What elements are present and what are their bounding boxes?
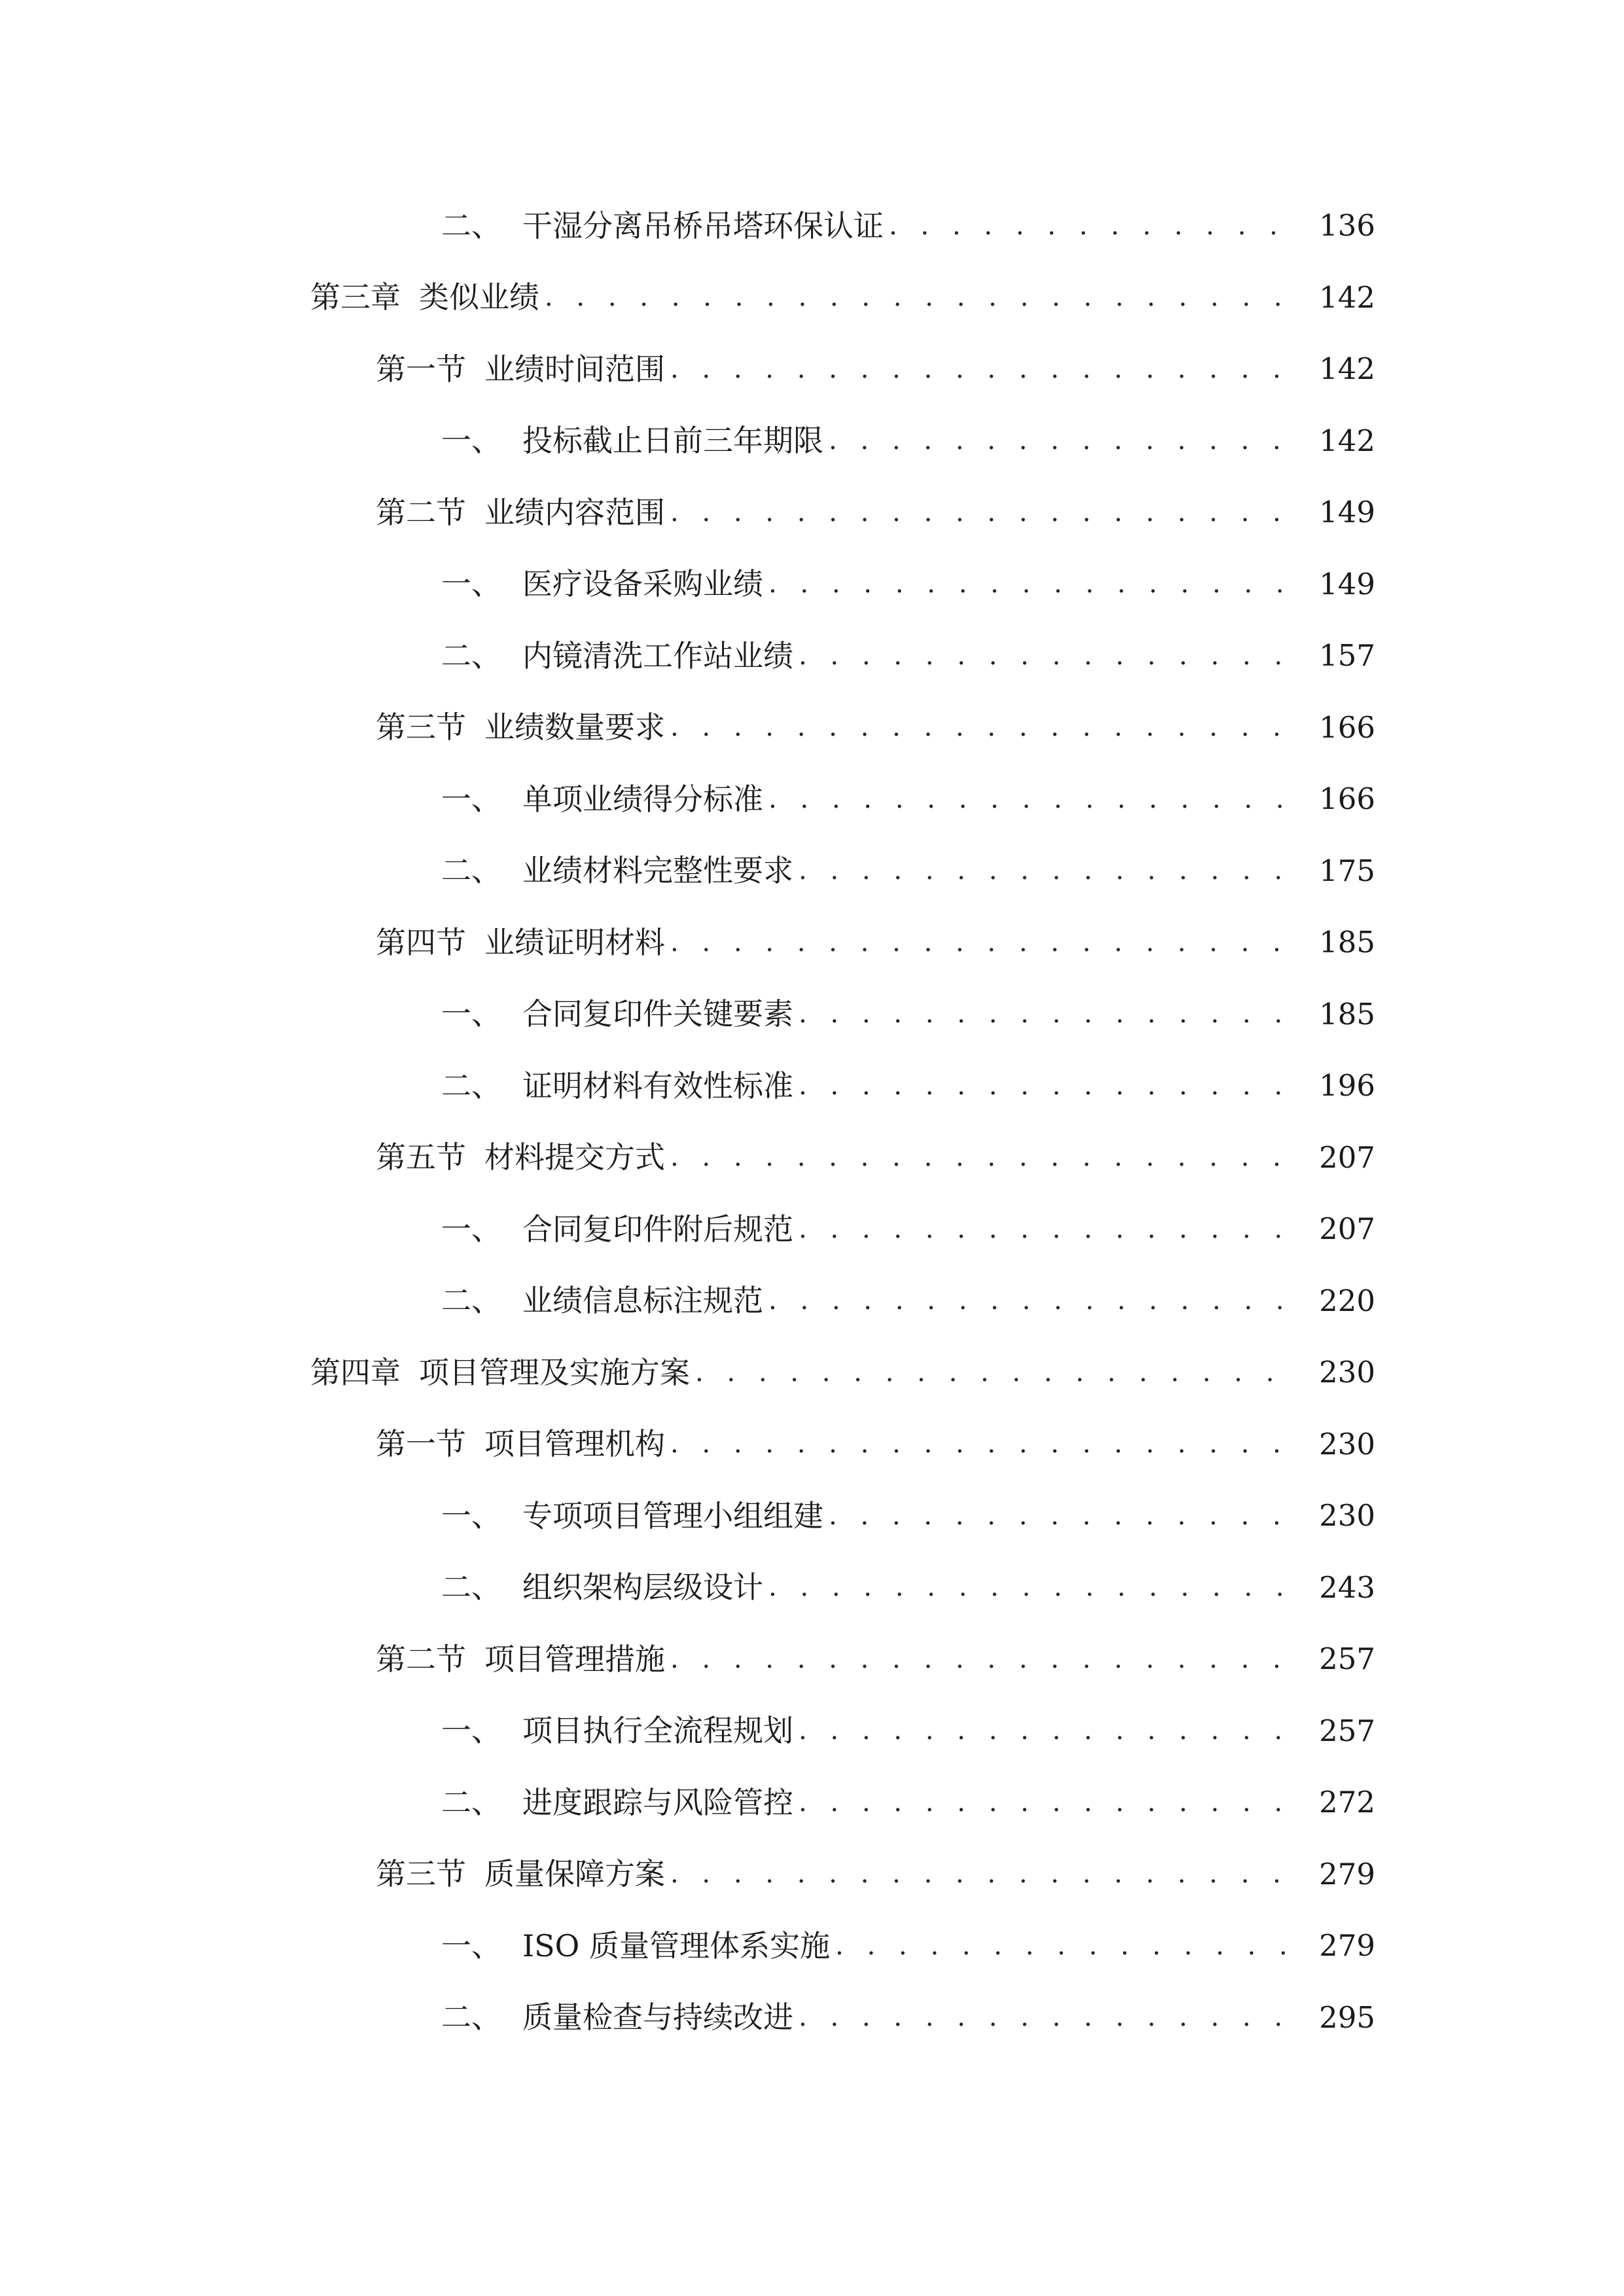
toc-entry-text xyxy=(310,262,1297,334)
toc-entry[interactable] xyxy=(0,1408,1624,1480)
toc-entry[interactable] xyxy=(0,405,1624,477)
toc-entry-title xyxy=(441,1713,799,1749)
toc-entry-label: 业绩证明材料 xyxy=(484,924,665,960)
toc-entry-text xyxy=(376,476,1297,548)
toc-entry-label: 组织架构层级设计 xyxy=(522,1570,763,1605)
toc-entry-label: 业绩数量要求 xyxy=(484,709,665,745)
toc-entry[interactable] xyxy=(0,476,1624,548)
toc-entry-number: 二、 xyxy=(441,207,501,243)
toc-entry-text xyxy=(441,1193,1297,1265)
toc-entry-title xyxy=(376,1641,670,1677)
dot-leader xyxy=(670,714,1297,740)
toc-entry-title xyxy=(441,853,799,889)
toc-page-number: 279 xyxy=(1297,1910,1375,1982)
toc-entry-text xyxy=(441,1050,1297,1122)
toc-entry-label: ISO 质量管理体系实施 xyxy=(522,1928,831,1964)
toc-entry[interactable] xyxy=(0,1480,1624,1552)
toc-entry-title xyxy=(310,279,545,315)
toc-entry-number: 二、 xyxy=(441,2000,501,2036)
dot-leader xyxy=(799,857,1297,884)
dot-leader xyxy=(670,1431,1297,1457)
toc-entry-label: 业绩信息标注规范 xyxy=(522,1283,763,1319)
toc-entry-label: 业绩内容范围 xyxy=(484,494,665,530)
toc-page-number: 272 xyxy=(1297,1767,1375,1839)
toc-entry-title xyxy=(441,1498,829,1534)
toc-entry-number: 第一节 xyxy=(376,351,466,387)
toc-entry-number: 第一节 xyxy=(376,1426,466,1462)
toc-entry[interactable] xyxy=(0,1050,1624,1122)
dot-leader xyxy=(695,1359,1297,1386)
toc-entry[interactable] xyxy=(0,906,1624,978)
toc-entry-text xyxy=(441,405,1297,477)
toc-entry-number: 二、 xyxy=(441,1067,501,1103)
toc-entry-title xyxy=(441,1928,835,1964)
toc-page-number: 149 xyxy=(1297,548,1375,620)
toc-entry[interactable] xyxy=(0,1552,1624,1624)
toc-entry[interactable] xyxy=(0,1767,1624,1839)
dot-leader xyxy=(768,571,1297,597)
toc-entry-number: 第二节 xyxy=(376,1641,466,1677)
toc-entry-label: 投标截止日前三年期限 xyxy=(522,423,823,459)
toc-entry-title xyxy=(376,1856,670,1892)
toc-page-number: 175 xyxy=(1297,835,1375,907)
toc-entry-label: 专项项目管理小组组建 xyxy=(522,1498,823,1534)
toc-page-number: 230 xyxy=(1297,1480,1375,1552)
toc-page-number: 207 xyxy=(1297,1193,1375,1265)
toc-entry-number: 一、 xyxy=(441,566,501,602)
dot-leader xyxy=(670,1144,1297,1170)
toc-page-number: 142 xyxy=(1297,405,1375,477)
toc-page-number: 136 xyxy=(1297,190,1375,262)
toc-entry-text xyxy=(376,1839,1297,1910)
toc-page-number: 230 xyxy=(1297,1336,1375,1408)
toc-entry-label: 合同复印件附后规范 xyxy=(522,1211,793,1247)
toc-entry[interactable] xyxy=(0,1695,1624,1767)
toc-entry-number: 第三节 xyxy=(376,709,466,745)
toc-entry-text xyxy=(441,1982,1297,2054)
toc-page-number: 243 xyxy=(1297,1552,1375,1624)
toc-entry[interactable] xyxy=(0,1265,1624,1337)
dot-leader xyxy=(670,929,1297,956)
toc-entry-text xyxy=(441,1695,1297,1767)
toc-entry-number: 二、 xyxy=(441,1283,501,1319)
toc-entry-number: 一、 xyxy=(441,1498,501,1534)
toc-entry-text xyxy=(441,835,1297,907)
toc-page-number: 185 xyxy=(1297,978,1375,1050)
toc-entry-number: 二、 xyxy=(441,1784,501,1820)
toc-entry[interactable] xyxy=(0,1193,1624,1265)
dot-leader xyxy=(768,1287,1297,1314)
toc-entry-number: 第二节 xyxy=(376,494,466,530)
toc-entry-title xyxy=(441,1784,799,1820)
dot-leader xyxy=(829,1503,1297,1529)
toc-entry-number: 第三节 xyxy=(376,1856,466,1892)
toc-entry-text xyxy=(441,1910,1297,1982)
toc-entry[interactable] xyxy=(0,190,1624,262)
toc-entry-text xyxy=(441,978,1297,1050)
toc-page-number: 149 xyxy=(1297,476,1375,548)
toc-entry[interactable] xyxy=(0,1623,1624,1695)
toc-entry-title xyxy=(441,207,889,243)
toc-page-number: 185 xyxy=(1297,906,1375,978)
toc-entry-text xyxy=(441,620,1297,692)
toc-entry-label: 医疗设备采购业绩 xyxy=(522,566,763,602)
toc-entry-label: 项目管理及实施方案 xyxy=(419,1354,690,1390)
toc-entry[interactable] xyxy=(0,1982,1624,2054)
toc-entry-title xyxy=(441,423,829,459)
toc-entry-text xyxy=(376,692,1297,764)
dot-leader xyxy=(799,1001,1297,1027)
toc-entry-number: 第四节 xyxy=(376,924,466,960)
toc-entry-title xyxy=(441,1570,768,1605)
toc-entry-number: 一、 xyxy=(441,1211,501,1247)
dot-leader xyxy=(799,643,1297,669)
toc-entry-title xyxy=(441,637,799,673)
toc-entry[interactable] xyxy=(0,262,1624,334)
toc-page-number: 230 xyxy=(1297,1408,1375,1480)
toc-entry-number: 一、 xyxy=(441,423,501,459)
toc-entry-title xyxy=(376,494,670,530)
toc-page-number: 295 xyxy=(1297,1982,1375,2054)
dot-leader xyxy=(799,2004,1297,2030)
toc-page-number: 207 xyxy=(1297,1122,1375,1194)
toc-entry-text xyxy=(376,1122,1297,1194)
toc-entry-number: 一、 xyxy=(441,781,501,817)
toc-page-number: 166 xyxy=(1297,763,1375,835)
toc-entry-text xyxy=(441,1480,1297,1552)
table-of-contents xyxy=(0,190,1624,2053)
toc-entry-number: 第三章 xyxy=(310,279,401,315)
toc-entry-text xyxy=(310,1336,1297,1408)
toc-entry-number: 一、 xyxy=(441,1713,501,1749)
toc-entry[interactable] xyxy=(0,548,1624,620)
toc-entry-label: 单项业绩得分标准 xyxy=(522,781,763,817)
toc-entry[interactable] xyxy=(0,763,1624,835)
dot-leader xyxy=(670,356,1297,382)
toc-entry-title xyxy=(376,351,670,387)
toc-entry-number: 第四章 xyxy=(310,1354,401,1390)
toc-page-number: 142 xyxy=(1297,333,1375,405)
toc-entry-text xyxy=(441,548,1297,620)
toc-entry-label: 类似业绩 xyxy=(419,279,539,315)
dot-leader xyxy=(799,1789,1297,1816)
dot-leader xyxy=(799,1216,1297,1242)
toc-page-number: 257 xyxy=(1297,1623,1375,1695)
toc-entry[interactable] xyxy=(0,835,1624,907)
toc-entry[interactable] xyxy=(0,620,1624,692)
dot-leader xyxy=(889,213,1297,239)
toc-entry-label: 质量保障方案 xyxy=(484,1856,665,1892)
toc-entry-label: 项目管理机构 xyxy=(484,1426,665,1462)
toc-page-number: 196 xyxy=(1297,1050,1375,1122)
toc-entry[interactable] xyxy=(0,333,1624,405)
toc-entry-number: 一、 xyxy=(441,996,501,1032)
toc-entry-title xyxy=(441,566,768,602)
toc-entry-number: 第五节 xyxy=(376,1139,466,1175)
toc-entry-text xyxy=(441,1767,1297,1839)
dot-leader xyxy=(829,427,1297,454)
toc-entry-text xyxy=(376,333,1297,405)
toc-entry-number: 二、 xyxy=(441,853,501,889)
toc-page-number: 142 xyxy=(1297,262,1375,334)
dot-leader xyxy=(768,1574,1297,1600)
toc-entry-number: 二、 xyxy=(441,637,501,673)
toc-entry-text xyxy=(441,1552,1297,1624)
dot-leader xyxy=(768,786,1297,812)
toc-entry-label: 进度跟踪与风险管控 xyxy=(522,1784,793,1820)
toc-entry[interactable] xyxy=(0,1122,1624,1194)
toc-entry-text xyxy=(441,763,1297,835)
toc-entry[interactable] xyxy=(0,1336,1624,1408)
toc-entry-label: 项目管理措施 xyxy=(484,1641,665,1677)
toc-entry-number: 一、 xyxy=(441,1928,501,1964)
toc-entry-label: 证明材料有效性标准 xyxy=(522,1067,793,1103)
toc-entry-label: 业绩时间范围 xyxy=(484,351,665,387)
toc-entry-label: 干湿分离吊桥吊塔环保认证 xyxy=(522,207,884,243)
toc-entry-title xyxy=(310,1354,695,1390)
toc-entry-title xyxy=(441,1067,799,1103)
toc-page-number: 157 xyxy=(1297,620,1375,692)
toc-entry-text xyxy=(441,190,1297,262)
toc-entry-text xyxy=(376,1408,1297,1480)
toc-entry-title xyxy=(441,996,799,1032)
toc-entry-title xyxy=(441,1211,799,1247)
toc-entry-label: 内镜清洗工作站业绩 xyxy=(522,637,793,673)
dot-leader xyxy=(545,284,1297,310)
dot-leader xyxy=(670,1861,1297,1887)
toc-entry[interactable] xyxy=(0,1839,1624,1910)
toc-entry-label: 质量检查与持续改进 xyxy=(522,2000,793,2036)
toc-entry-text xyxy=(376,1623,1297,1695)
toc-entry-text xyxy=(441,1265,1297,1337)
toc-page-number: 220 xyxy=(1297,1265,1375,1337)
toc-entry-label: 项目执行全流程规划 xyxy=(522,1713,793,1749)
toc-entry-title xyxy=(441,2000,799,2036)
toc-entry-title xyxy=(376,924,670,960)
dot-leader xyxy=(799,1073,1297,1099)
toc-entry-text xyxy=(376,906,1297,978)
toc-entry[interactable] xyxy=(0,978,1624,1050)
dot-leader xyxy=(670,499,1297,526)
toc-entry-number: 二、 xyxy=(441,1570,501,1605)
toc-entry-title xyxy=(376,709,670,745)
dot-leader xyxy=(835,1933,1297,1959)
toc-entry-title xyxy=(441,781,768,817)
toc-page-number: 279 xyxy=(1297,1839,1375,1910)
toc-entry-label: 材料提交方式 xyxy=(484,1139,665,1175)
toc-entry-title xyxy=(441,1283,768,1319)
toc-entry-title xyxy=(376,1139,670,1175)
toc-page-number: 257 xyxy=(1297,1695,1375,1767)
toc-entry-label: 合同复印件关键要素 xyxy=(522,996,793,1032)
dot-leader xyxy=(799,1717,1297,1744)
toc-entry-title xyxy=(376,1426,670,1462)
toc-entry-label: 业绩材料完整性要求 xyxy=(522,853,793,889)
dot-leader xyxy=(670,1646,1297,1672)
toc-entry[interactable] xyxy=(0,1910,1624,1982)
toc-page-number: 166 xyxy=(1297,692,1375,764)
toc-entry[interactable] xyxy=(0,692,1624,764)
